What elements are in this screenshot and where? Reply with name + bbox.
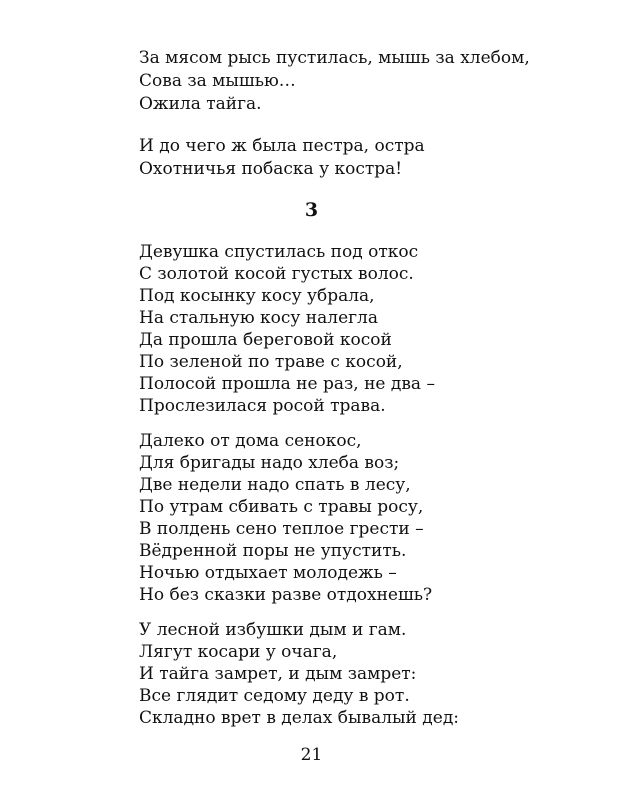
poem-line: По утрам сбивать с травы росу, <box>139 497 424 517</box>
poem-line: Далеко от дома сенокос, <box>139 431 362 451</box>
poem-line: Все глядит седому деду в рот. <box>139 686 410 706</box>
poem-line: И до чего ж была пестра, остра <box>139 136 425 156</box>
poem-line: У лесной избушки дым и гам. <box>139 620 407 640</box>
poem-line: Сова за мышью… <box>139 71 296 91</box>
poem-line: Для бригады надо хлеба воз; <box>139 453 400 473</box>
poem-line: Ночью отдыхает молодежь – <box>139 563 397 583</box>
poem-line: И тайга замрет, и дым замрет: <box>139 664 417 684</box>
poem-line: Прослезилася росой трава. <box>139 396 386 416</box>
poem-line: Да прошла береговой косой <box>139 330 392 350</box>
poem-line: С золотой косой густых волос. <box>139 264 414 284</box>
poem-line: За мясом рысь пустилась, мышь за хлебом, <box>139 48 530 68</box>
poem-line: Складно врет в делах бывалый дед: <box>139 708 460 728</box>
poem-line: Девушка спустилась под откос <box>139 242 419 262</box>
poem-line: Лягут косари у очага, <box>139 642 338 662</box>
poem-line: Две недели надо спать в лесу, <box>139 475 411 495</box>
page-number: 21 <box>300 745 323 765</box>
poem-line: Но без сказки разве отдохнешь? <box>139 585 433 605</box>
poem-line: Под косынку косу убрала, <box>139 286 375 306</box>
poem-line: Ожила тайга. <box>139 94 262 114</box>
poem-line: Полосой прошла не раз, не два – <box>139 374 435 394</box>
poem-line: По зеленой по траве с косой, <box>139 352 403 372</box>
poem-line: Охотничья побаска у костра! <box>139 159 403 179</box>
section-number: 3 <box>304 199 319 221</box>
poem-line: На стальную косу налегла <box>139 308 378 328</box>
poem-line: Вёдренной поры не упустить. <box>139 541 407 561</box>
poem-line: В полдень сено теплое грести – <box>139 519 424 539</box>
